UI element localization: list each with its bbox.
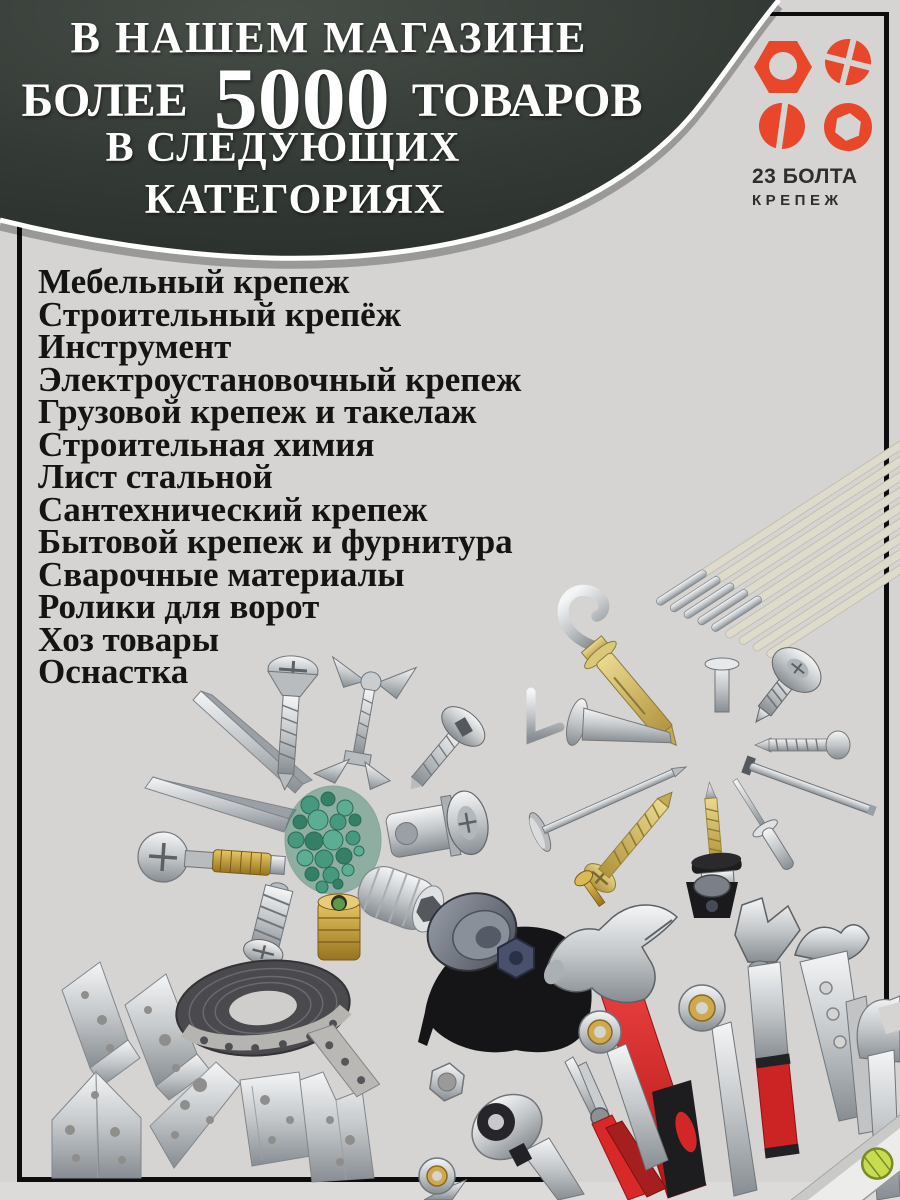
- intersection-screw: [136, 830, 286, 890]
- category-item: Сантехнический крепеж: [38, 489, 428, 529]
- needle-nose-pliers: [565, 1057, 666, 1200]
- ring-wrench-2: [679, 985, 757, 1196]
- header-line-4: КАТЕГОРИЯХ: [144, 177, 446, 223]
- header-tovarov: ТОВАРОВ: [411, 73, 643, 127]
- cam-lock-fitting: [383, 788, 493, 868]
- pop-rivet: [723, 773, 802, 876]
- steel-profiles: [145, 691, 312, 832]
- category-item: Строительная химия: [38, 424, 375, 464]
- bottom-strip: [0, 1182, 900, 1200]
- steel-pin: [741, 755, 878, 819]
- logo-title: 23 БОЛТА: [752, 165, 858, 188]
- slotted-head-icon: [756, 97, 809, 152]
- wafer-head-screw: [735, 638, 830, 738]
- phillips-head-icon: [816, 36, 879, 94]
- green-plastic-caps: [285, 786, 381, 894]
- small-screw: [755, 731, 850, 759]
- yellow-wood-screw: [579, 781, 686, 898]
- header-bolee: БОЛЕЕ: [21, 73, 188, 127]
- frame-left-line: [17, 220, 22, 1182]
- hex-nut: [429, 1061, 466, 1103]
- combination-wrench: [857, 996, 900, 1200]
- perforated-angle-brackets: [52, 962, 374, 1182]
- category-item: Бытовой крепеж и фурнитура: [38, 522, 513, 561]
- blind-rivet: [705, 658, 739, 712]
- store-logo: [752, 36, 884, 209]
- perforated-strapping-roll: [172, 950, 381, 1115]
- category-item: Инструмент: [38, 327, 232, 366]
- category-item: Лист стальной: [38, 457, 273, 496]
- header-count-5000: 5000: [213, 51, 390, 148]
- category-item: Мебельный крепеж: [38, 262, 350, 301]
- l-hook-anchor: [531, 692, 673, 747]
- brass-insert: [318, 894, 360, 960]
- gate-roller: [417, 882, 591, 1052]
- header-line-3: В СЛЕДУЮЩИХ: [105, 125, 461, 171]
- claw-hammer: [540, 905, 706, 1198]
- category-item: Хоз товары: [38, 619, 220, 659]
- mini-roller: [686, 875, 738, 918]
- header-line-1: В НАШЕМ МАГАЗИНЕ: [70, 13, 588, 62]
- category-list: [38, 262, 522, 691]
- euro-screw: [241, 878, 300, 968]
- furniture-flat-head-bolt: [391, 699, 492, 805]
- category-item: Грузовой крепеж и такелаж: [38, 392, 477, 431]
- adjustable-wrench: [735, 898, 800, 1158]
- nail: [525, 748, 695, 854]
- hex-socket-icon: [821, 100, 875, 152]
- welding-electrodes: [655, 385, 900, 694]
- logo-fastener-icons: [752, 36, 884, 152]
- category-item: Ролики для ворот: [38, 587, 320, 626]
- hook-anchor-bolt: [543, 581, 704, 758]
- category-item: Сварочные материалы: [38, 554, 405, 594]
- hex-nut-icon: [754, 41, 812, 93]
- category-item: Оснастка: [38, 652, 189, 691]
- category-item: Строительный крепёж: [38, 294, 402, 334]
- brass-screw-small: [572, 868, 610, 911]
- category-item: Электроустановочный крепеж: [38, 359, 522, 399]
- threaded-insert: [352, 860, 451, 938]
- logo-subtitle: КРЕПЕЖ: [752, 192, 843, 209]
- ring-wrench-1: [579, 1011, 668, 1170]
- roofing-screw: [684, 780, 744, 896]
- locking-pliers: [795, 925, 881, 1134]
